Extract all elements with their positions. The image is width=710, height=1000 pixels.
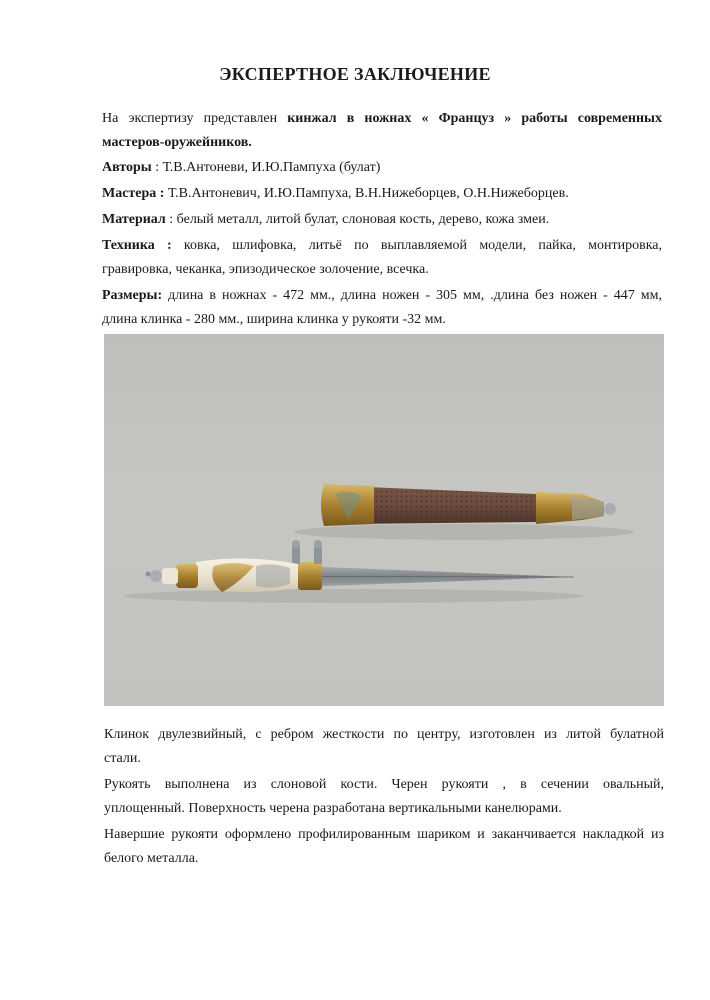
technique-line-1: [102, 235, 662, 257]
intro-masters-bold: мастеров-оружейников.: [102, 135, 252, 150]
dagger-shadow: [124, 589, 584, 603]
scabbard-shadow: [294, 524, 634, 540]
intro-line-1: [102, 108, 662, 130]
authors-value: : Т.В.Антоневи, И.Ю.Пампуха (булат): [151, 160, 381, 175]
grip-silver-mount: [256, 564, 290, 587]
intro-object: кинжал в ножнах « Француз » работы современных: [287, 111, 662, 126]
dagger-illustration: [104, 334, 664, 706]
document-title: ЭКСПЕРТНОЕ ЗАКЛЮЧЕНИЕ: [219, 64, 491, 84]
pommel-description-line-1: Навершие рукояти оформлено профилированным шариком и заканчивается накладкой из: [104, 827, 664, 842]
scabbard: [321, 484, 616, 526]
masters-value: Т.В.Антоневич, И.Ю.Пампуха, В.Н.Нижеборцев, О.Н.Нижеборцев.: [164, 186, 569, 201]
sizes-value-1: длина в ножнах - 472 мм., длина ножен - 305 мм, .длина без ножен - 447 мм,: [162, 288, 662, 303]
intro-line-2: [102, 132, 662, 154]
blade-description-line-1: Клинок двулезвийный, с ребром жесткости по центру, изготовлен из литой булатной: [104, 727, 664, 742]
technique-label: Техника :: [102, 238, 172, 253]
handle-description-line-2: уплощенный. Поверхность черена разработана вертикальными канелюрами.: [104, 801, 562, 816]
material-value: : белый металл, литой булат, слоновая кость, дерево, кожа змеи.: [165, 212, 550, 227]
sizes-label: Размеры:: [102, 288, 163, 303]
intro-prefix: На экспертизу представлен: [102, 111, 288, 126]
material-line: [102, 209, 662, 231]
material-label: Материал: [102, 212, 166, 227]
masters-line: [102, 183, 662, 205]
handle-description-line-1: Рукоять выполнена из слоновой кости. Черен рукояти , в сечении овальный,: [104, 777, 664, 792]
technique-line-2: гравировка, чеканка, эпизодическое золочение, всечка.: [102, 262, 429, 277]
authors-line: [102, 157, 662, 179]
blade-description-line-2: стали.: [104, 751, 141, 766]
technique-value-1: ковка, шлифовка, литьё по выплавляемой модели, пайка, монтировка,: [171, 238, 662, 253]
sizes-line-1: [102, 285, 662, 307]
dagger-photo: [104, 334, 664, 706]
authors-label: Авторы: [102, 160, 152, 175]
scabbard-tip-ball: [604, 503, 616, 515]
masters-label: Мастера :: [102, 186, 165, 201]
pommel-description-line-2: белого металла.: [104, 851, 199, 866]
sizes-line-2: длина клинка - 280 мм., ширина клинка у рукояти -32 мм.: [102, 312, 446, 327]
blade-ridge: [322, 577, 574, 578]
dagger-pommel: [146, 564, 199, 588]
scabbard-chape-silver: [572, 496, 604, 520]
